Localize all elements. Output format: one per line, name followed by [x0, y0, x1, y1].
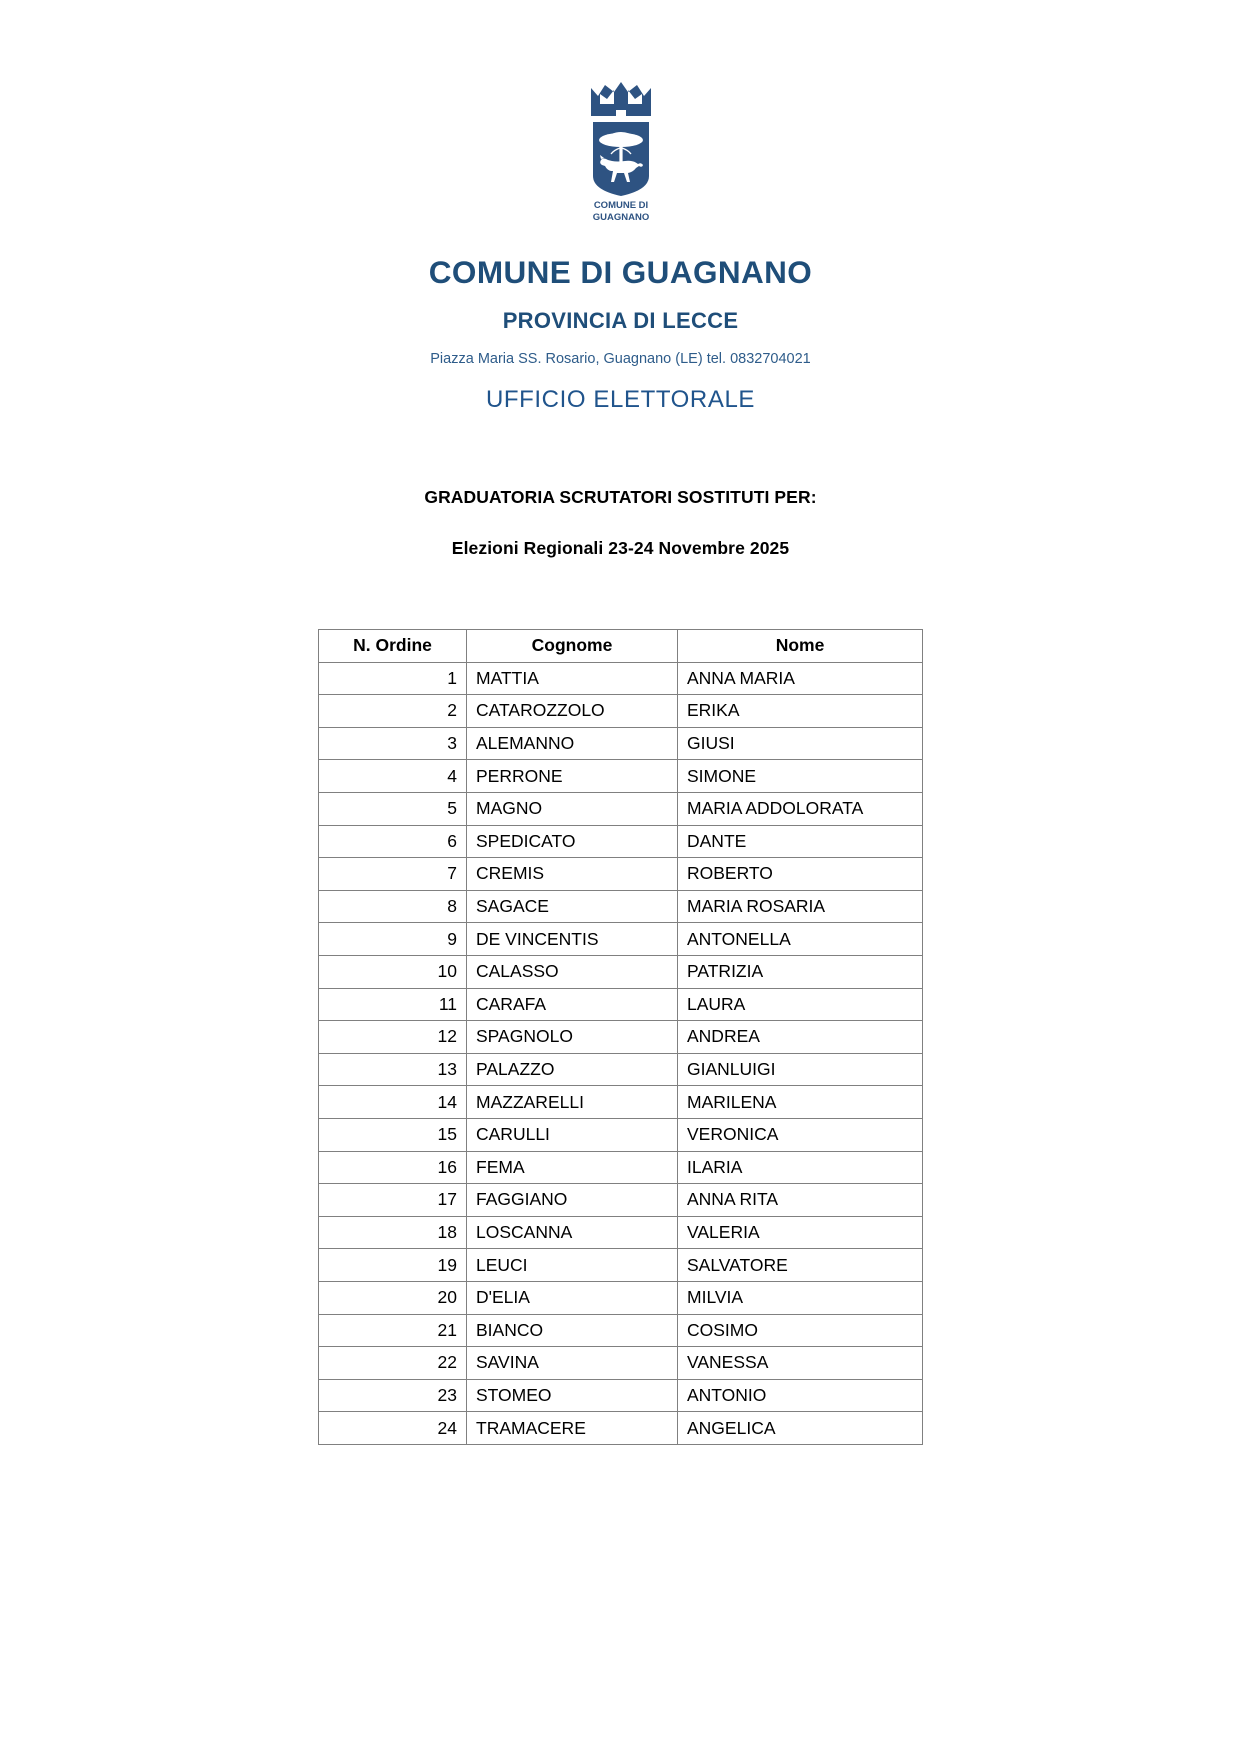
cell-ordine: 9 [319, 923, 467, 956]
cell-ordine: 8 [319, 890, 467, 923]
table-row [319, 1249, 923, 1282]
cell-ordine: 14 [319, 1086, 467, 1119]
cell-nome: MILVIA [678, 1281, 923, 1314]
ranking-table [318, 629, 923, 1445]
table-row [319, 1314, 923, 1347]
table-row [319, 890, 923, 923]
table-body [319, 662, 923, 1444]
table-row [319, 793, 923, 826]
table-row [319, 1151, 923, 1184]
cell-ordine: 16 [319, 1151, 467, 1184]
table-head [319, 629, 923, 662]
cell-cognome: PALAZZO [467, 1053, 678, 1086]
cell-ordine: 13 [319, 1053, 467, 1086]
office-name: UFFICIO ELETTORALE [485, 385, 756, 413]
cell-ordine: 15 [319, 1119, 467, 1152]
table-row [319, 956, 923, 989]
cell-ordine: 1 [319, 662, 467, 695]
cell-nome: SIMONE [678, 760, 923, 793]
organization-address: Piazza Maria SS. Rosario, Guagnano (LE) tel. 0832704021 [430, 350, 811, 367]
cell-nome: ANNA MARIA [678, 662, 923, 695]
cell-nome: PATRIZIA [678, 956, 923, 989]
cell-nome: ANGELICA [678, 1412, 923, 1445]
table-row [319, 988, 923, 1021]
crest-caption-line1: COMUNE DI [593, 200, 648, 211]
document-subject-election: Elezioni Regionali 23-24 Novembre 2025 [451, 537, 790, 558]
cell-cognome: DE VINCENTIS [467, 923, 678, 956]
table-row [319, 1021, 923, 1054]
cell-cognome: CARAFA [467, 988, 678, 1021]
cell-cognome: MAGNO [467, 793, 678, 826]
column-header-ordine: N. Ordine [319, 629, 467, 662]
table-row [319, 1281, 923, 1314]
cell-ordine: 22 [319, 1347, 467, 1380]
table-row [319, 858, 923, 891]
cell-ordine: 12 [319, 1021, 467, 1054]
cell-nome: MARIA ADDOLORATA [678, 793, 923, 826]
document-subject-heading: GRADUATORIA SCRUTATORI SOSTITUTI PER: [424, 486, 817, 507]
cell-ordine: 6 [319, 825, 467, 858]
table-row [319, 760, 923, 793]
cell-cognome: D'ELIA [467, 1281, 678, 1314]
cell-nome: GIUSI [678, 727, 923, 760]
cell-cognome: FEMA [467, 1151, 678, 1184]
cell-cognome: SAVINA [467, 1347, 678, 1380]
crown-icon [591, 82, 651, 120]
cell-nome: MARILENA [678, 1086, 923, 1119]
cell-ordine: 10 [319, 956, 467, 989]
cell-cognome: CALASSO [467, 956, 678, 989]
table-row [319, 1216, 923, 1249]
municipal-crest-logo [567, 78, 675, 226]
table-row [319, 1379, 923, 1412]
cell-cognome: SPAGNOLO [467, 1021, 678, 1054]
table-row [319, 1119, 923, 1152]
letterhead [0, 0, 1241, 415]
cell-ordine: 3 [319, 727, 467, 760]
table-row [319, 923, 923, 956]
document-subject [0, 487, 1241, 559]
cell-nome: VERONICA [678, 1119, 923, 1152]
cell-nome: ANTONIO [678, 1379, 923, 1412]
cell-nome: ILARIA [678, 1151, 923, 1184]
cell-cognome: MAZZARELLI [467, 1086, 678, 1119]
cell-cognome: ALEMANNO [467, 727, 678, 760]
cell-ordine: 5 [319, 793, 467, 826]
cell-ordine: 19 [319, 1249, 467, 1282]
table-row [319, 1086, 923, 1119]
organization-title: COMUNE DI GUAGNANO [428, 254, 813, 290]
cell-cognome: LOSCANNA [467, 1216, 678, 1249]
cell-nome: SALVATORE [678, 1249, 923, 1282]
cell-nome: VALERIA [678, 1216, 923, 1249]
cell-cognome: SAGACE [467, 890, 678, 923]
cell-ordine: 20 [319, 1281, 467, 1314]
cell-cognome: MATTIA [467, 662, 678, 695]
cell-nome: ERIKA [678, 695, 923, 728]
cell-nome: ANDREA [678, 1021, 923, 1054]
cell-ordine: 24 [319, 1412, 467, 1445]
cell-nome: ROBERTO [678, 858, 923, 891]
cell-cognome: CATAROZZOLO [467, 695, 678, 728]
table-row [319, 1184, 923, 1217]
cell-nome: DANTE [678, 825, 923, 858]
crest-caption-line2: GUAGNANO [592, 212, 649, 223]
cell-cognome: LEUCI [467, 1249, 678, 1282]
table-row [319, 1412, 923, 1445]
cell-ordine: 4 [319, 760, 467, 793]
organization-province: PROVINCIA DI LECCE [502, 308, 739, 334]
cell-cognome: TRAMACERE [467, 1412, 678, 1445]
cell-cognome: CARULLI [467, 1119, 678, 1152]
cell-cognome: PERRONE [467, 760, 678, 793]
cell-ordine: 2 [319, 695, 467, 728]
column-header-nome: Nome [678, 629, 923, 662]
cell-cognome: SPEDICATO [467, 825, 678, 858]
cell-ordine: 21 [319, 1314, 467, 1347]
cell-cognome: STOMEO [467, 1379, 678, 1412]
cell-ordine: 18 [319, 1216, 467, 1249]
cell-cognome: CREMIS [467, 858, 678, 891]
cell-cognome: BIANCO [467, 1314, 678, 1347]
cell-nome: COSIMO [678, 1314, 923, 1347]
table-row [319, 662, 923, 695]
column-header-cognome: Cognome [467, 629, 678, 662]
table-header-row [319, 629, 923, 662]
table-row [319, 1053, 923, 1086]
table-row [319, 1347, 923, 1380]
cell-ordine: 11 [319, 988, 467, 1021]
cell-nome: MARIA ROSARIA [678, 890, 923, 923]
cell-nome: ANTONELLA [678, 923, 923, 956]
cell-nome: VANESSA [678, 1347, 923, 1380]
ranking-table-container [0, 629, 1241, 1445]
cell-ordine: 23 [319, 1379, 467, 1412]
cell-nome: ANNA RITA [678, 1184, 923, 1217]
cell-ordine: 17 [319, 1184, 467, 1217]
table-row [319, 825, 923, 858]
cell-ordine: 7 [319, 858, 467, 891]
cell-cognome: FAGGIANO [467, 1184, 678, 1217]
cell-nome: GIANLUIGI [678, 1053, 923, 1086]
cell-nome: LAURA [678, 988, 923, 1021]
table-row [319, 695, 923, 728]
table-row [319, 727, 923, 760]
